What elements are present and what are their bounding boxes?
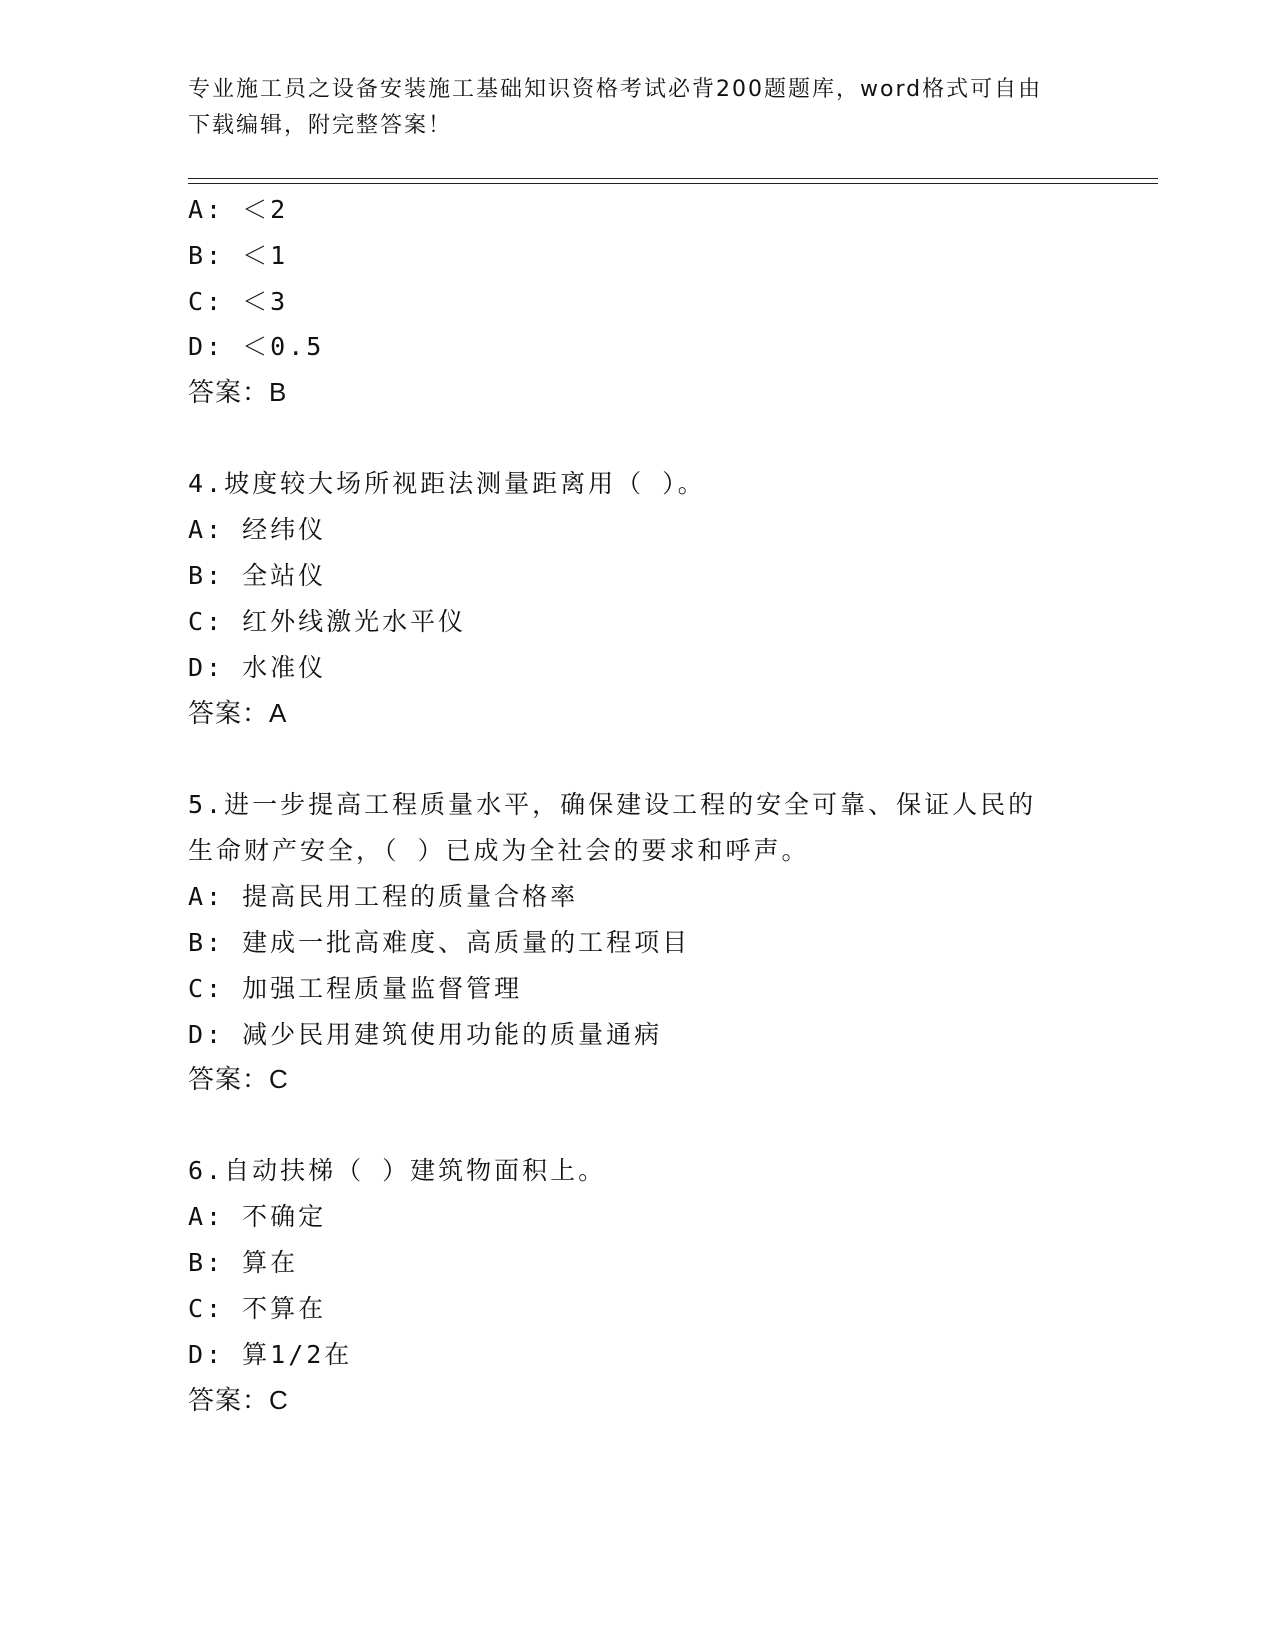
q4-stem: 4.坡度较大场所视距法测量距离用（ ）。 [188,469,706,498]
q4-option-d: D: 水准仪 [188,653,327,682]
header-divider-top [188,178,1158,179]
q4-answer: 答案：A [188,698,288,728]
q3-option-a: A: ＜2 [188,195,289,224]
q4-option-b: B: 全站仪 [188,561,327,590]
q5-stem-line-1: 5.进一步提高工程质量水平，确保建设工程的安全可靠、保证人民的 [188,790,1037,819]
q3-option-d: D: ＜0.5 [188,332,325,361]
q6-option-b: B: 算在 [188,1248,299,1277]
q5-option-b: B: 建成一批高难度、高质量的工程项目 [188,928,691,957]
header-divider-bottom [188,183,1158,184]
q6-answer: 答案：C [188,1385,289,1415]
header-line-1: 专业施工员之设备安装施工基础知识资格考试必背200题题库，word格式可自由 [188,77,1043,102]
q5-option-c: C: 加强工程质量监督管理 [188,974,523,1003]
q4-option-c: C: 红外线激光水平仪 [188,607,467,636]
q6-option-c: C: 不算在 [188,1294,327,1323]
header-line-2: 下载编辑，附完整答案！ [188,113,453,138]
document-header [188,72,1068,144]
q5-stem-line-2: 生命财产安全，（ ）已成为全社会的要求和呼声。 [188,836,810,865]
q6-stem: 6.自动扶梯（ ）建筑物面积上。 [188,1156,607,1185]
q4-option-a: A: 经纬仪 [188,515,327,544]
q5-option-d: D: 减少民用建筑使用功能的质量通病 [188,1020,663,1049]
q5-answer: 答案：C [188,1064,289,1094]
q6-option-d: D: 算1/2在 [188,1340,353,1369]
q3-answer: 答案：B [188,377,288,407]
q3-option-b: B: ＜1 [188,241,289,270]
q3-option-c: C: ＜3 [188,287,289,316]
q5-option-a: A: 提高民用工程的质量合格率 [188,882,579,911]
q6-option-a: A: 不确定 [188,1202,327,1231]
